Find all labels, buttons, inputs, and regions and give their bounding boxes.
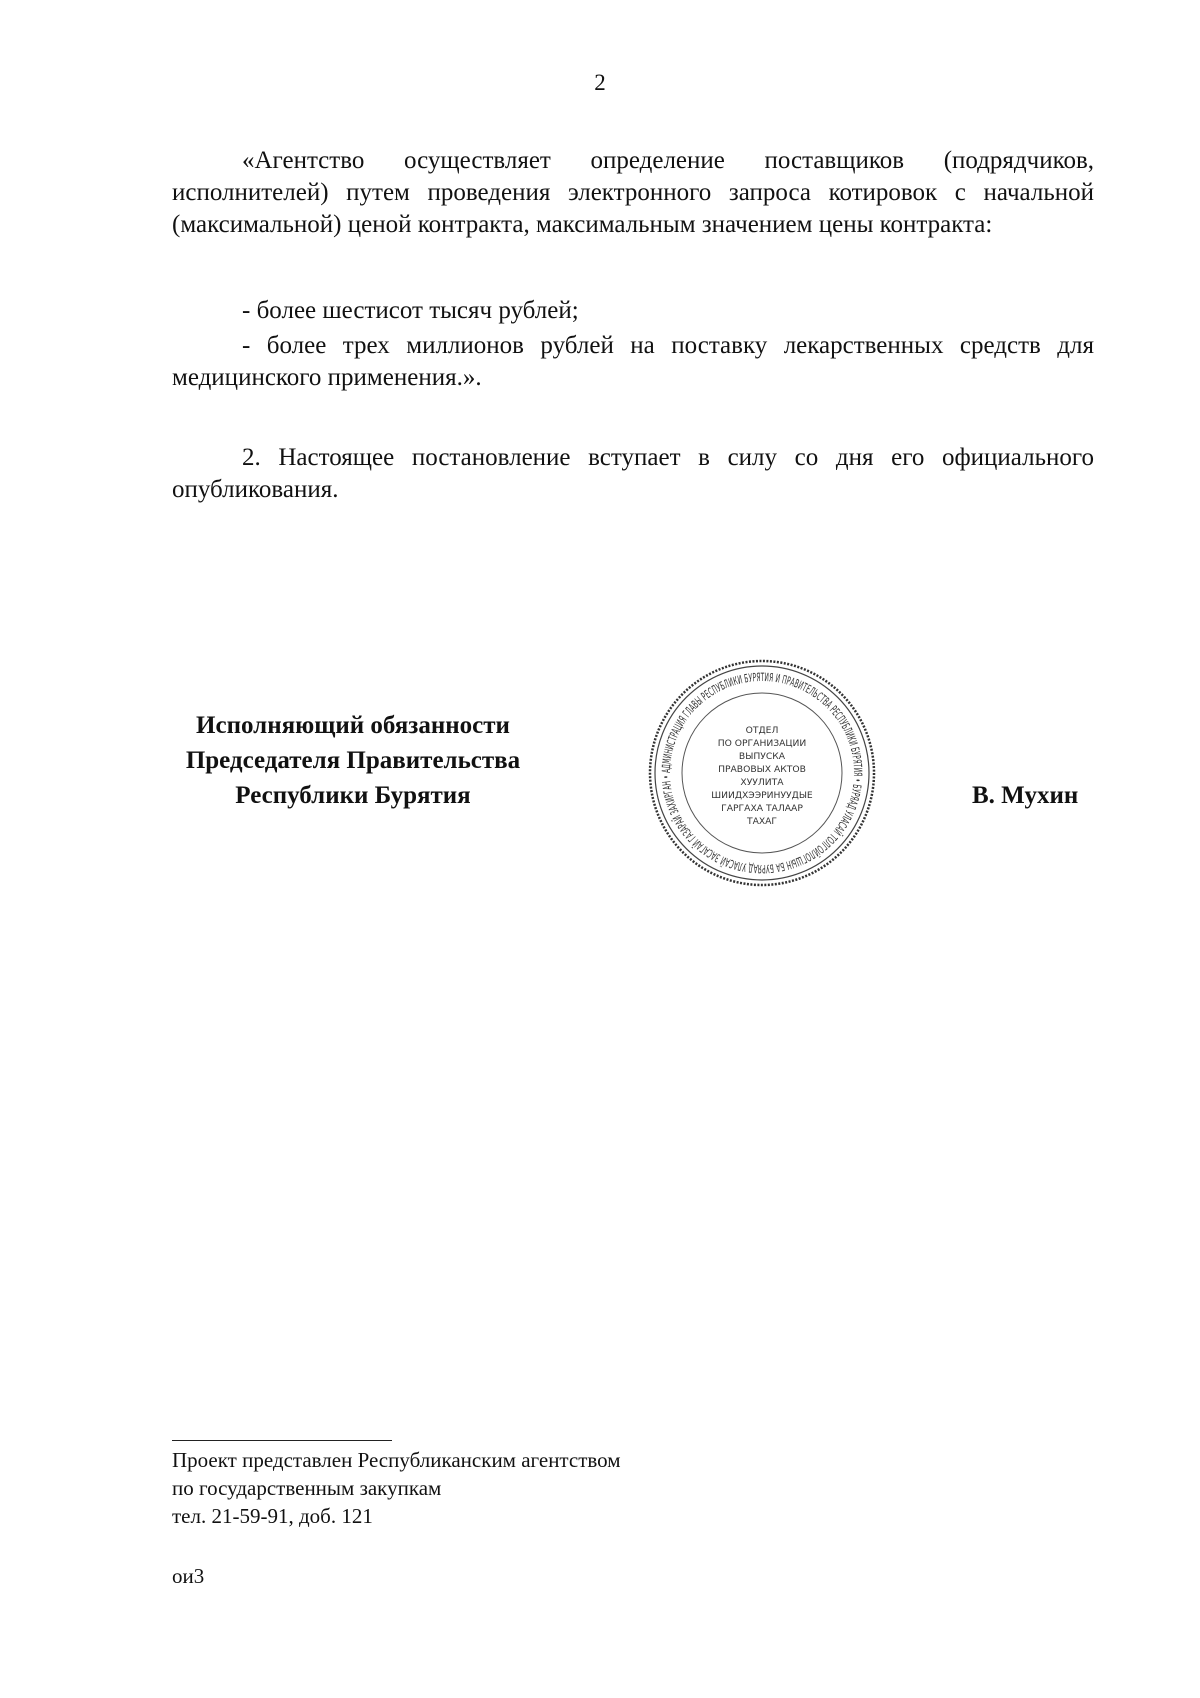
seal-center-line: ГАРГАХА ТАЛААР bbox=[721, 803, 803, 814]
official-seal bbox=[646, 657, 878, 889]
page-number: 2 bbox=[594, 70, 606, 95]
paragraph-effective-date: 2. Настоящее постановление вступает в силу со дня его официального опубликования. bbox=[172, 444, 1094, 503]
footnote bbox=[172, 1446, 621, 1530]
list-item-600k: - более шестисот тысяч рублей; bbox=[242, 297, 579, 324]
footnote-divider bbox=[172, 1440, 392, 1441]
seal-center-line: ХУУЛИТА bbox=[740, 777, 784, 788]
signer-name: В. Мухин bbox=[972, 782, 1079, 809]
seal-ring-text: АДМИНИСТРАЦИЯ ГЛАВЫ РЕСПУБЛИКИ БУРЯТИЯ И ПРАВИТЕЛЬСТВА РЕСПУБЛИКИ БУРЯТИЯ • БУРЯАД УЛАСАЙ ТОЛГОЙЛОГШЫН БА БУРЯАД УЛАСАЙ ЗАСАГАЙ ГАЗАРАЙ ЗАХИРГАН • bbox=[658, 669, 866, 877]
footnote-line: по государственным закупкам bbox=[172, 1476, 442, 1500]
paragraph-agency-quote: «Агентство осуществляет определение поставщиков (подрядчиков, исполнителей) путем проведения электронного запроса котировок с начальной (максимальной) ценой контракта, максимальным значением цены контракта: bbox=[172, 147, 1094, 238]
seal-center-line: ВЫПУСКА bbox=[738, 751, 786, 762]
signer-title-line: Председателя Правительства bbox=[185, 747, 521, 774]
seal-center-line: ТАХАГ bbox=[746, 816, 778, 827]
signer-title-line: Исполняющий обязанности bbox=[196, 712, 510, 739]
list-item-3m-medicines: - более трех миллионов рублей на поставку лекарственных средств для медицинского применения.». bbox=[172, 332, 1094, 391]
seal-center-line: ПРАВОВЫХ АКТОВ bbox=[718, 764, 806, 775]
seal-center-line: ПО ОРГАНИЗАЦИИ bbox=[717, 738, 807, 749]
seal-center-line: ОТДЕЛ bbox=[745, 725, 779, 736]
footnote-line: тел. 21-59-91, доб. 121 bbox=[172, 1504, 373, 1528]
document-code: ои3 bbox=[172, 1564, 205, 1588]
signer-title-line: Республики Бурятия bbox=[235, 782, 471, 809]
seal-center-line: ШИИДХЭЭРИНУУДЫЕ bbox=[711, 790, 813, 801]
footnote-line: Проект представлен Республиканским агентством bbox=[172, 1448, 621, 1472]
signer-title bbox=[158, 708, 548, 813]
